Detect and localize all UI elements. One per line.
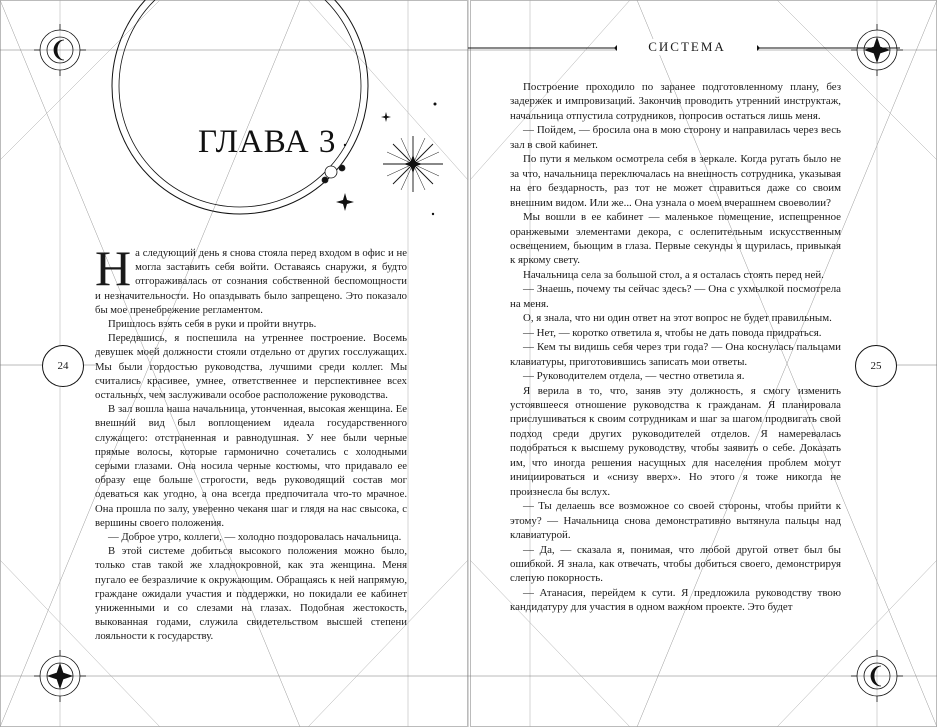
right-paragraph: Мы вошли в ее кабинет — маленькое помещение, испещренное оранжевыми элементами декора, с ослепительным искусственным освещением, бьющим в глаза. Первые секунды я щурилась, привыкая к яркому свету. xyxy=(510,211,841,267)
left-page-text xyxy=(95,240,407,644)
right-paragraph: — Кем ты видишь себя через три года? — Она коснулась пальцами клавиатуры, приготовившись записать мои ответы. xyxy=(510,341,841,368)
left-paragraph: В этой системе добиться высокого положения можно было, только став такой же хладнокровной, как эта женщина. Меня пугало ее безразличие к окружающим. Обращаясь к ней напрямую, граждане ожидали участия и поддержки, но покидали ее кабинет униженными и со слезами на глазах. Подобная жестокость, выкованная годами, служила свидетельством высшей степени лояльности к государству. xyxy=(95,545,407,643)
right-paragraph: О, я знала, что ни один ответ на этот вопрос не будет правильным. xyxy=(523,312,832,325)
right-paragraph: — Пойдем, — бросила она в мою сторону и направилась через весь зал в свой кабинет. xyxy=(510,124,841,151)
left-paragraph: Передвшись, я поспешила на утреннее построение. Восемь девушек моей должности стояли отдельно от других госслужащих. Мы были гордостью руководства, лучшими среди коллег. Мы считались красивее, умнее, ответственнее и перспективнее всех остальных, чем заслуживали особое расположение руководства. xyxy=(95,332,407,402)
left-paragraph xyxy=(95,240,407,317)
right-paragraph: — Руководителем отдела, — честно ответила я. xyxy=(523,370,745,383)
right-paragraph: Начальница села за большой стол, а я осталась стоять перед ней. xyxy=(523,268,824,281)
drop-cap: Н xyxy=(95,240,132,296)
right-page-number: 25 xyxy=(855,345,897,387)
right-paragraph: Я верила в то, что, заняв эту должность, я смогу изменить устоявшееся отношение руководства к гражданам. Я планировала прислушиваться к своим сотрудникам и шаг за шагом продвигать свой подход среди других руководителей отделов. Я намеревалась подобраться к высшему руководству, чтобы заявить о себе. Доказать им, что иногда решения насущных для населения проблем могут инициироваться и «снизу вверх». Но этого я тоже никогда не произнесла бы вслух. xyxy=(510,384,841,498)
left-page-number: 24 xyxy=(42,345,84,387)
right-paragraph: По пути я мельком осмотрела себя в зеркале. Когда ругать было не за что, начальница переключалась на внешность сотрудника, указывая на его бездарность, раз тот не может справиться даже со своим внешним видом. Или же... Она узнала о моем вчерашнем своеволии? xyxy=(510,153,841,209)
left-paragraph: Пришлось взять себя в руки и пройти внутрь. xyxy=(108,318,317,331)
right-paragraph: — Атанасия, перейдем к сути. Я предложила руководству твою кандидатуру для участия в одном важном проекте. Это будет xyxy=(510,586,841,614)
right-page-text xyxy=(510,80,841,615)
left-paragraph: — Доброе утро, коллеги, — холодно поздоровалась начальница. xyxy=(108,531,402,544)
left-paragraph: В зал вошла наша начальница, утонченная, высокая женщина. Ее внешний вид был воплощением идеала государственного служащего: отстраненная и равнодушная. У нее были черные прямые волосы, которые гармонично сочетались с холодными серыми глазами. Она носила черные костюмы, что придавало ее образу еще больше строгости, ведь руководящий состав мог одеваться как угодно, а она всегда предпочитала что-то мрачное. Она прошла по залу, уверенно чеканя шаг и глядя на нас свысока, с вершины своего положения. xyxy=(95,403,407,529)
right-paragraph: — Нет, — коротко ответила я, чтобы не дать повода придраться. xyxy=(523,326,822,339)
running-header: СИСТЕМА xyxy=(617,39,757,55)
left-paragraph-text: а следующий день я снова стояла перед входом в офис и не могла заставить себя войти. Оставаясь снаружи, я будто отгораживалась от сознания собственной беспомощности и незначительности. Но опаздывать было запрещено. Это показало бы мое пренебрежение регламентом. xyxy=(95,247,407,316)
right-paragraph: Построение проходило по заранее подготовленному плану, без задержек и импровизаций. Закончив проводить утренний инструктаж, начальница отпустила сотрудников, попросив остаться лишь меня. xyxy=(510,81,841,122)
chapter-title: ГЛАВА 3 xyxy=(198,124,337,160)
right-paragraph: — Знаешь, почему ты сейчас здесь? — Она с ухмылкой посмотрела на меня. xyxy=(510,283,841,310)
right-paragraph: — Да, — сказала я, понимая, что любой другой ответ был бы ошибкой. Я знала, как отвечать, чтобы добиться своего, демонстрируя слепую покорность. xyxy=(510,543,841,585)
right-paragraph: — Ты делаешь все возможное со своей стороны, чтобы прийти к этому? — Начальница снова демонстративно вытянула пальцы над клавиатурой. xyxy=(510,500,841,542)
